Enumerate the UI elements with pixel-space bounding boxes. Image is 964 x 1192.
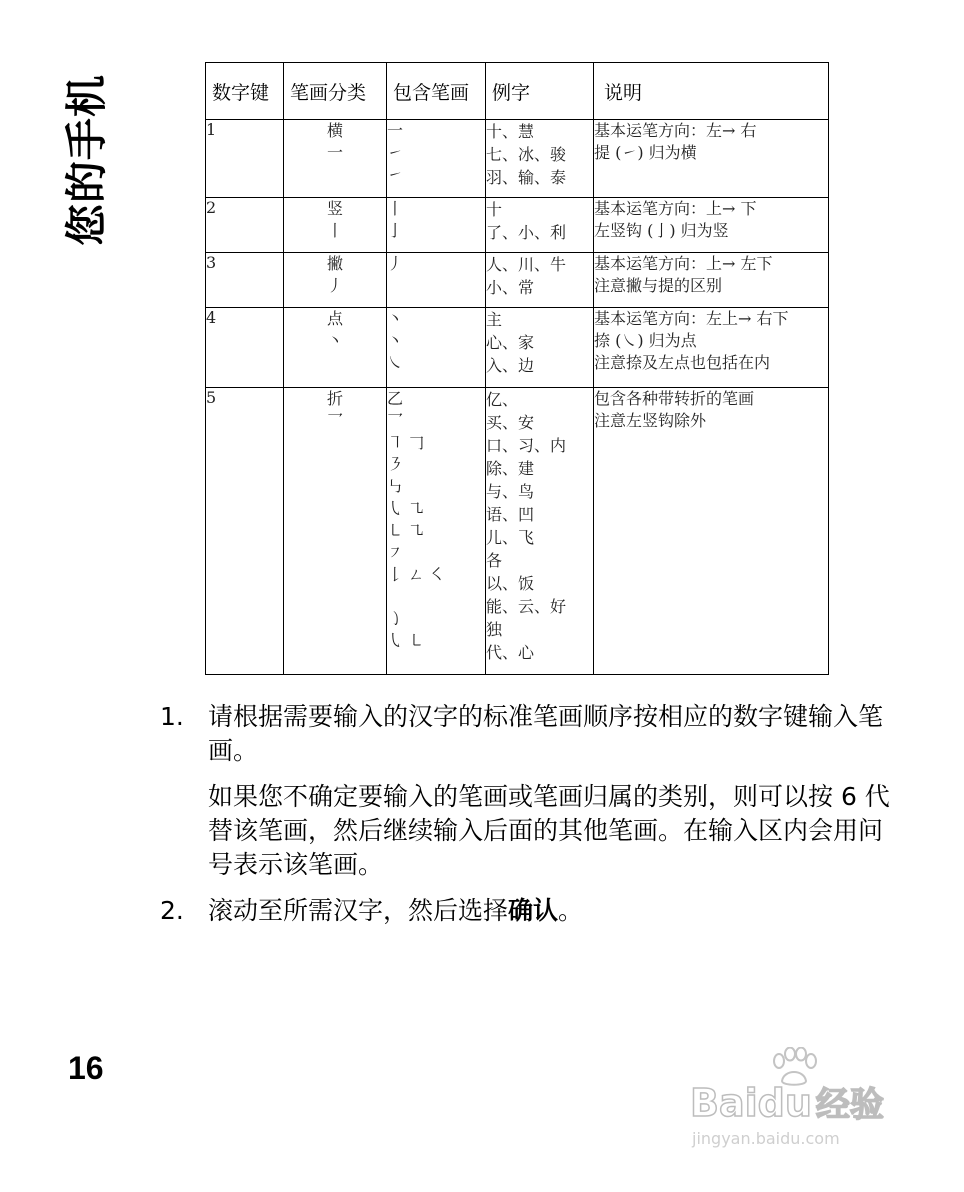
category-name: 撇: [326, 254, 343, 273]
stroke-symbol: [387, 586, 485, 608]
stroke-symbol: ㇕ 𠃌: [387, 433, 425, 452]
step-2-text-end: 。: [558, 896, 584, 925]
stroke-symbol: 丿: [387, 254, 404, 273]
step-number: 2.: [160, 896, 184, 925]
example-line: 买、安: [486, 413, 535, 432]
step-1-paragraph-1: 请根据需要输入的汉字的标准笔画顺序按相应的数字键输入笔画。: [208, 702, 884, 765]
description-cell: [594, 198, 829, 253]
category-stroke-symbol: 丿: [326, 276, 343, 295]
key-cell: 5: [206, 388, 284, 675]
examples-cell: [486, 308, 594, 388]
example-line: 羽、输、泰: [486, 168, 567, 187]
header-example-chars: 例字: [486, 63, 594, 120]
watermark-url: jingyan.baidu.com: [692, 1129, 840, 1148]
stroke-symbol: ㇀: [387, 143, 404, 162]
stroke-symbol: ㇋: [387, 455, 404, 474]
description-line: 注意左竖钩除外: [594, 411, 707, 430]
step-1-paragraph-2: 如果您不确定要输入的笔画或笔画归属的类别，则可以按 6 代替该笔画，然后继续输入后面的其他笔画。在输入区内会用问号表示该笔画。: [208, 782, 890, 879]
stroke-symbol: ㇏: [387, 353, 404, 372]
description-line: 基本运笔方向：左上→ 右下: [594, 309, 789, 328]
confirm-softkey-label: 确认: [508, 896, 559, 925]
baidu-jingyan-watermark: [690, 1045, 920, 1155]
examples-cell: [486, 198, 594, 253]
example-line: 口、习、内: [486, 436, 567, 455]
table-row: [206, 388, 829, 675]
stroke-symbol: ㇀: [387, 165, 404, 184]
watermark-brand-bai: Bai: [690, 1081, 758, 1125]
examples-cell: [486, 388, 594, 675]
example-line: 十: [486, 200, 503, 219]
description-cell: [594, 253, 829, 308]
examples-cell: [486, 253, 594, 308]
example-line: 了、小、利: [486, 223, 567, 242]
description-cell: [594, 388, 829, 675]
stroke-symbol: ㇉: [387, 477, 404, 496]
example-line: 入、边: [486, 356, 535, 375]
category-name: 折: [326, 389, 343, 408]
description-line: 左竖钩 (亅) 归为竖: [594, 221, 729, 240]
stroke-symbol: ㇇: [387, 543, 404, 562]
description-line: 注意撇与提的区别: [594, 276, 723, 295]
example-line: 除、建: [486, 459, 535, 478]
stroke-category-table: [205, 62, 829, 675]
example-line: 能、云、好: [486, 597, 567, 616]
description-line: 捺 (㇏) 归为点: [594, 331, 697, 350]
example-line: 人、川、牛: [486, 255, 567, 274]
table-row: [206, 253, 829, 308]
category-cell: [284, 120, 387, 198]
description-cell: [594, 120, 829, 198]
header-number-key: 数字键: [206, 63, 284, 120]
key-cell: 2: [206, 198, 284, 253]
stroke-symbol: ㇂ ㇈: [387, 499, 425, 518]
step-number: 1.: [160, 702, 184, 731]
example-line: 与、鸟: [486, 482, 535, 501]
example-line: 语、凹: [486, 505, 535, 524]
watermark-brand-du: du: [757, 1081, 812, 1125]
section-title: [56, 60, 112, 260]
example-line: 儿、飞: [486, 528, 535, 547]
example-line: 亿、: [486, 390, 519, 409]
page-number: 16: [68, 1050, 104, 1086]
stroke-symbol: 丶: [387, 309, 404, 328]
description-cell: [594, 308, 829, 388]
example-line: 独: [486, 620, 503, 639]
key-cell: 3: [206, 253, 284, 308]
stroke-symbol: ㇄ ㇈: [387, 521, 425, 540]
description-line: 基本运笔方向：左→ 右: [594, 121, 757, 140]
stroke-symbol: 丨: [387, 199, 404, 218]
description-line: 提 (㇀) 归为横: [594, 143, 697, 162]
header-description: 说明: [594, 63, 829, 120]
example-line: 心、家: [486, 333, 535, 352]
key-cell: 4: [206, 308, 284, 388]
stroke-symbol: ㇁: [387, 609, 404, 628]
key-cell: 1: [206, 120, 284, 198]
strokes-cell: [387, 120, 486, 198]
header-stroke-category: 笔画分类: [284, 63, 387, 120]
description-line: 注意捺及左点也包括在内: [594, 353, 771, 372]
step-1: [160, 700, 900, 882]
example-line: 十、慧: [486, 122, 535, 141]
step-2-text: 滚动至所需汉字，然后选择: [208, 896, 509, 925]
example-line: 以、饭: [486, 574, 535, 593]
category-name: 点: [326, 309, 343, 328]
category-stroke-symbol: 丶: [326, 331, 343, 350]
category-stroke-symbol: 一: [326, 143, 343, 162]
strokes-cell: [387, 308, 486, 388]
strokes-cell: [387, 388, 486, 675]
category-cell: [284, 308, 387, 388]
category-name: 横: [326, 121, 343, 140]
stroke-symbol: 乙: [387, 389, 404, 408]
strokes-cell: [387, 253, 486, 308]
table-row: [206, 120, 829, 198]
description-line: 基本运笔方向：上→ 下: [594, 199, 757, 218]
stroke-symbol: 𠄌 ㄥ ㇛: [387, 565, 446, 584]
step-2: [160, 894, 900, 928]
step-2-paragraph: [208, 894, 900, 928]
table-header-row: [206, 63, 829, 120]
stroke-symbol: 一: [387, 121, 404, 140]
stroke-symbol: 乛: [387, 411, 404, 430]
stroke-symbol: 丶: [387, 331, 404, 350]
stroke-symbol: 亅: [387, 221, 404, 240]
header-included-strokes: 包含笔画: [387, 63, 486, 120]
instruction-steps: [160, 700, 900, 928]
table-row: [206, 198, 829, 253]
watermark-brand: [690, 1077, 884, 1126]
description-line: 包含各种带转折的笔画: [594, 389, 755, 408]
examples-cell: [486, 120, 594, 198]
example-line: 主: [486, 310, 503, 329]
example-line: 各: [486, 551, 503, 570]
description-line: 基本运笔方向：上→ 左下: [594, 254, 773, 273]
strokes-cell: [387, 198, 486, 253]
category-stroke-symbol: 丨: [326, 221, 343, 240]
category-stroke-symbol: 乛: [326, 411, 343, 430]
watermark-brand-cn: 经验: [815, 1085, 884, 1125]
category-name: 竖: [326, 199, 343, 218]
table-row: [206, 308, 829, 388]
category-cell: [284, 253, 387, 308]
category-cell: [284, 388, 387, 675]
category-cell: [284, 198, 387, 253]
section-title-text: 您的手机: [62, 73, 112, 247]
example-line: 七、冰、骏: [486, 145, 567, 164]
stroke-symbol: ㇂ ㇄: [387, 631, 425, 650]
example-line: 小、常: [486, 278, 535, 297]
example-line: 代、心: [486, 643, 535, 662]
